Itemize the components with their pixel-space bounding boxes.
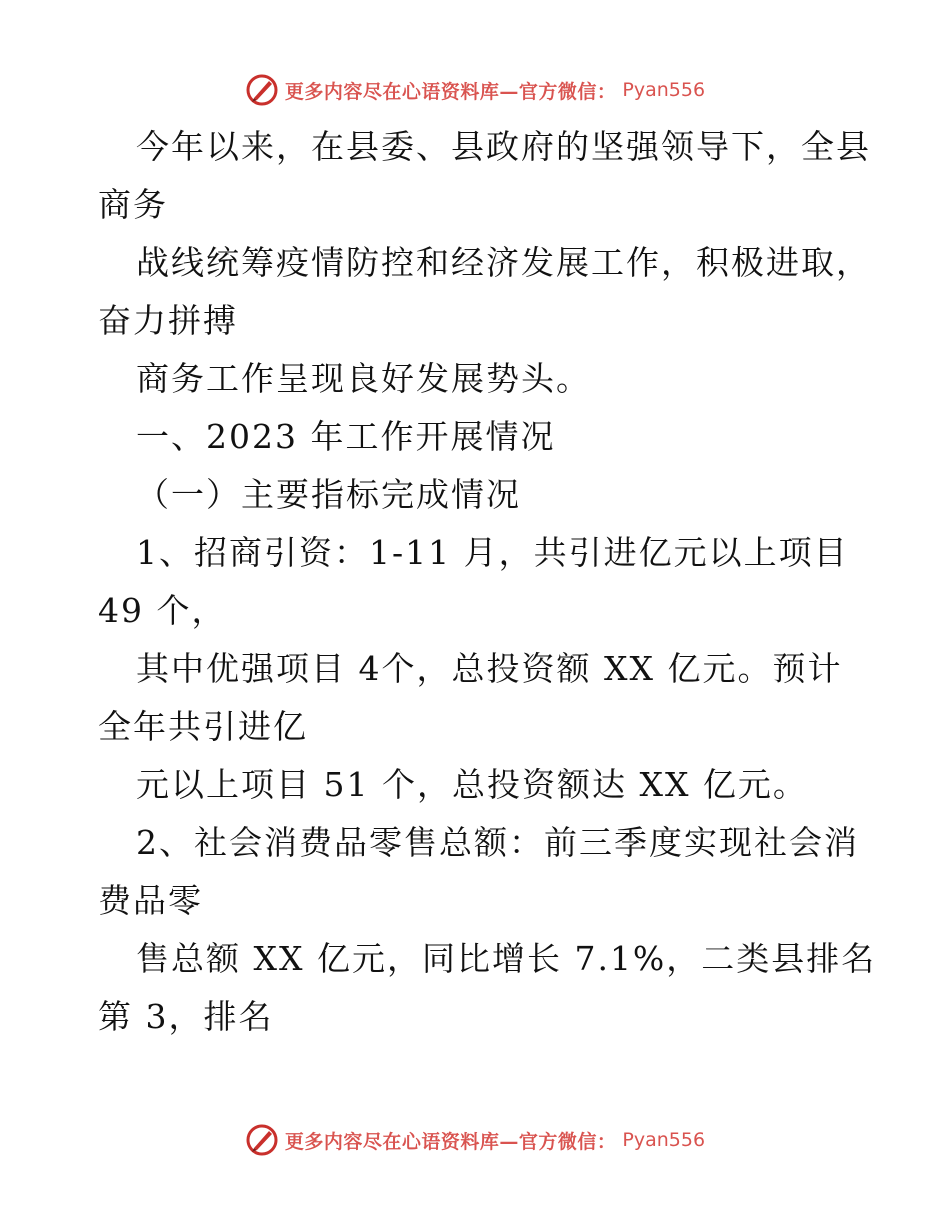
text-line: 奋力拼搏 [98,301,238,340]
text-line: 今年以来，在县委、县政府的坚强领导下，全县 [136,127,871,166]
watermark-text: 更多内容尽在心语资料库—官方微信： [284,80,617,103]
document-body [98,118,877,1046]
text-line: 2、社会消费品零售总额：前三季度实现社会消 [136,823,859,862]
text-line: 第 3，排名 [98,997,274,1036]
watermark-text: 更多内容尽在心语资料库—官方微信： [284,1130,617,1153]
text-line: 售总额 XX 亿元，同比增长 7.1%，二类县排名 [136,939,877,978]
watermark-id: Pyan556 [622,79,706,101]
header-watermark [0,70,950,110]
watermark-id: Pyan556 [622,1129,706,1151]
text-line: 1、招商引资：1-11 月，共引进亿元以上项目 [136,533,849,572]
text-line: 费品零 [98,881,203,920]
text-line: 全年共引进亿 [98,707,308,746]
text-line: 战线统筹疫情防控和经济发展工作，积极进取， [136,243,871,282]
footer-watermark [0,1120,950,1160]
section-heading: 一、2023 年工作开展情况 [136,417,556,456]
text-line: 商务工作呈现良好发展势头。 [136,359,591,398]
text-line: 元以上项目 51 个，总投资额达 XX 亿元。 [136,765,808,804]
text-line: 49 个， [98,591,227,630]
quill-pen-logo-icon [245,73,279,107]
subsection-heading: （一）主要指标完成情况 [136,475,521,514]
text-line: 其中优强项目 4个，总投资额 XX 亿元。预计 [136,649,843,688]
text-line: 商务 [98,185,168,224]
quill-pen-logo-icon [245,1123,279,1157]
